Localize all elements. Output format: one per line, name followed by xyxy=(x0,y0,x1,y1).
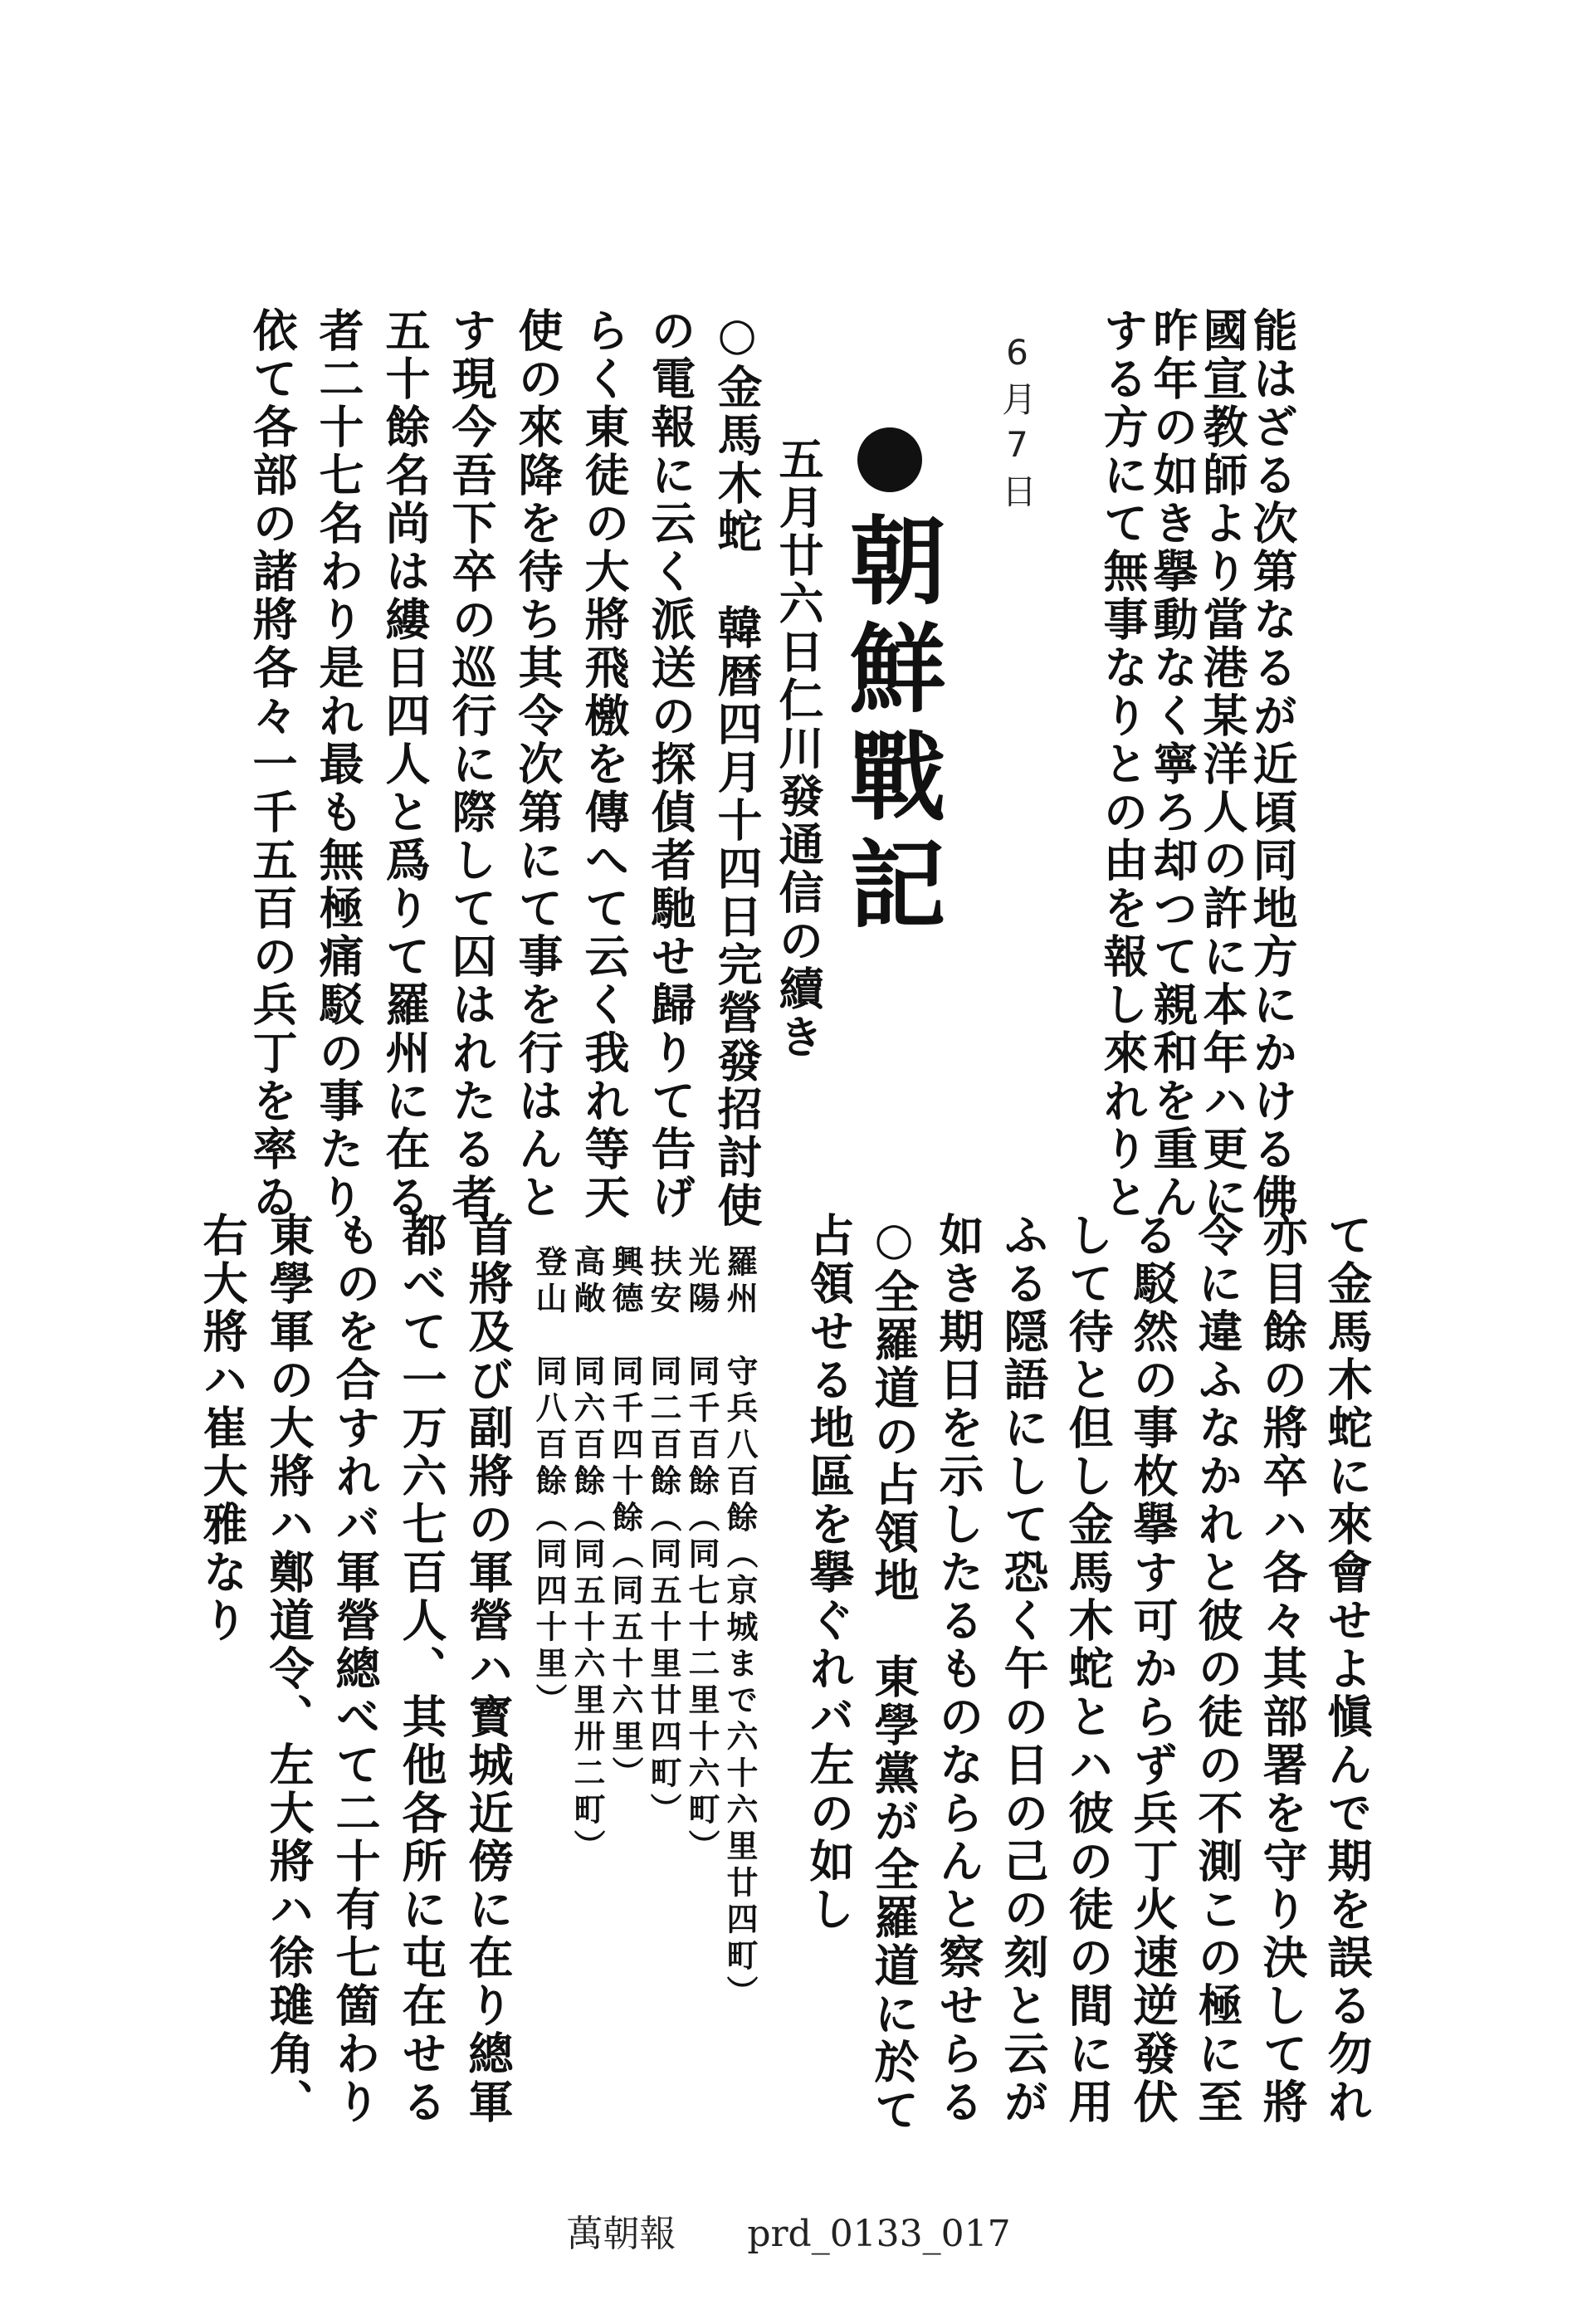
text-column: 五十餘名尚は縷日四人と爲りて羅州に在る xyxy=(378,307,432,1222)
text-column: 都べて一万六七百人、其他各所に屯在せる xyxy=(395,1212,448,2126)
text-column: の電報に云く派送の探偵者馳せ歸りて告げ xyxy=(644,307,697,1222)
table-row: 興德 同千四十餘（同五十六里） xyxy=(607,1245,644,1793)
text-column: 使の來降を待ち其令次第にて事を行はんと xyxy=(511,307,564,1222)
text-column: 首將及び副將の軍營ハ寳城近傍に在り總軍 xyxy=(461,1212,515,2126)
table-row: 登山 同八百餘（同四十里） xyxy=(530,1245,568,1720)
text-column: ○金馬木蛇 韓暦四月十四日完營發招討使 xyxy=(710,307,764,1230)
text-column: す現今吾下卒の巡行に際して囚はれたる者 xyxy=(445,307,498,1222)
text-column: ふる隠語にして恐く午の日の己の刻と云が xyxy=(997,1212,1050,2126)
article-body-closing xyxy=(178,1212,515,2126)
page-date: 6月7日 xyxy=(997,332,1038,516)
article-continuation xyxy=(1096,307,1299,1222)
table-row: 扶安 同二百餘（同五十里廿四町） xyxy=(645,1245,682,1829)
text-column: 者二十七名わり是れ最も無極痛駁の事たり xyxy=(312,307,365,1222)
occupied-districts-table xyxy=(530,1245,759,2012)
text-column: して待と但し金馬木蛇とハ彼の徒の間に用 xyxy=(1062,1212,1115,2126)
footer-code: prd_0133_017 xyxy=(747,2213,1011,2255)
text-column: 東學軍の大將ハ鄭道令、左大將ハ徐璡角、 xyxy=(262,1212,315,2126)
bullet-icon xyxy=(857,427,922,492)
text-column: て金馬木蛇に來會せよ愼んで期を誤る勿れ xyxy=(1321,1212,1374,2126)
article-title-block xyxy=(833,427,946,942)
text-column: る駁然の事枚擧す可からず兵丁火速逆發伏 xyxy=(1126,1212,1179,2126)
table-row: 羅州 守兵八百餘（京城まで六十六里廿四町） xyxy=(721,1245,759,2012)
table-row: 光陽 同千百餘（同七十二里十六町） xyxy=(683,1245,720,1866)
text-column: 令に違ふなかれと彼の徒の不測この極に至 xyxy=(1191,1212,1244,2126)
text-column: ものを合すれバ軍營總べて二十有七箇わり xyxy=(329,1212,382,2126)
table-row: 高敞 同六百餘（同五十六里卅二町） xyxy=(569,1245,606,1866)
text-column: 占領せる地區を擧ぐれバ左の如し xyxy=(803,1212,856,1934)
footer-publication: 萬朝報 xyxy=(566,2213,676,2255)
text-column: 亦目餘の將卒ハ各々其部署を守り決して將 xyxy=(1256,1212,1309,2126)
article-body-top xyxy=(178,307,764,1230)
text-column: 國宣教師より當港某洋人の許に本年ハ更に xyxy=(1196,307,1249,1222)
text-column: ○全羅道の占領地 東學黨が全羅道に於て xyxy=(867,1212,920,2135)
article-title: 朝鮮戰記 xyxy=(842,427,938,942)
text-column: する方にて無事なりとの由を報し來れりと xyxy=(1096,307,1150,1222)
text-column: 依て各部の諸將各々一千五百の兵丁を率ゐ xyxy=(246,307,299,1222)
article-dateline: 五月廿六日仁川發通信の續き xyxy=(772,436,825,1062)
text-column: 右大將ハ崔大雅なり xyxy=(196,1212,249,1645)
article-body-bottom xyxy=(764,1212,1374,2135)
text-column: らく東徒の大將飛檄を傳へて云く我れ等天 xyxy=(578,307,631,1222)
text-column: 如き期日を示したるものならんと察せらる xyxy=(932,1212,985,2126)
page-footer xyxy=(0,2204,1577,2257)
text-column: 昨年の如き擧動なく寧ろ却つて親和を重ん xyxy=(1146,307,1199,1222)
text-column: 能はざる次第なるが近頃同地方にかける佛 xyxy=(1246,307,1299,1222)
